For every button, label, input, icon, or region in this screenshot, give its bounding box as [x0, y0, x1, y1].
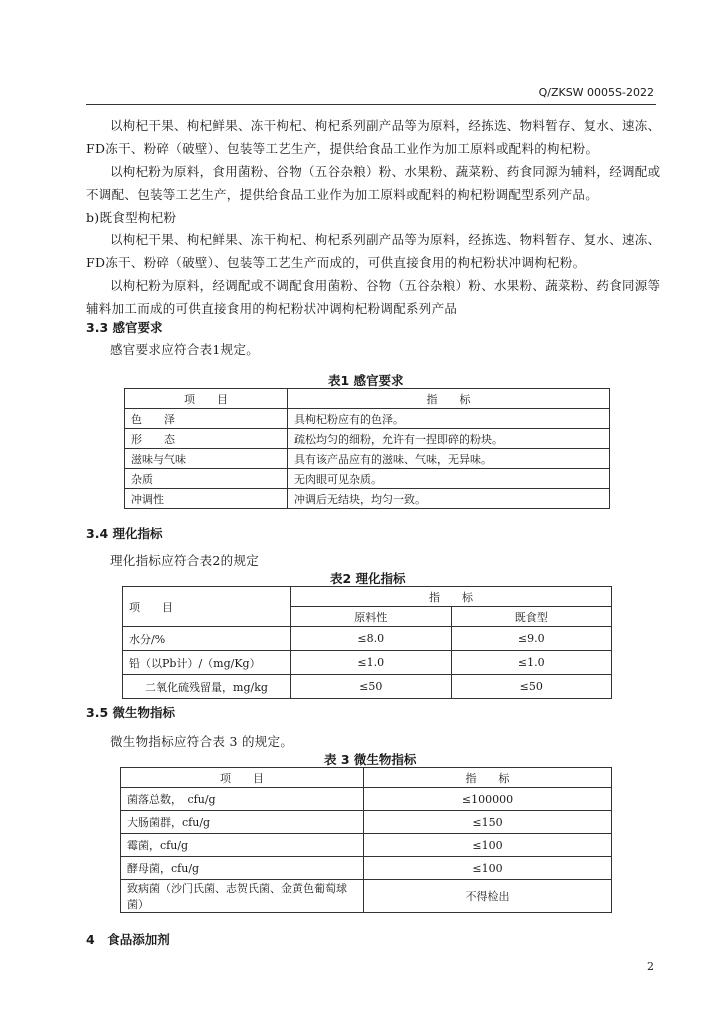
- table-row: [121, 811, 612, 834]
- table-header: 项 目: [125, 389, 288, 409]
- table-cell: 致病菌（沙门氏菌、志贺氏菌、金黄色葡萄球菌）: [121, 880, 364, 913]
- table-header: 指 标: [291, 587, 612, 607]
- table-row: [125, 409, 610, 429]
- paragraph-line: FD冻干、粉碎（破壁）、包装等工艺生产而成的，可供直接食用的枸杞粉状冲调枸杞粉。: [86, 255, 586, 270]
- table-cell: 冲调后无结块，均匀一致。: [288, 489, 610, 509]
- section-heading-3-4: 3.4 理化指标: [86, 526, 163, 541]
- table-cell: 疏松均匀的细粉，允许有一捏即碎的粉块。: [288, 429, 610, 449]
- subsection-label: b)既食型枸杞粉: [86, 210, 177, 225]
- section-text: 感官要求应符合表1规定。: [110, 342, 260, 357]
- table-cell: ≤100: [364, 834, 612, 857]
- table-row: [121, 788, 612, 811]
- section-text: 微生物指标应符合表 3 的规定。: [110, 734, 294, 749]
- table-header: 项 目: [121, 768, 364, 788]
- table-cell: 铅（以Pb计）/（mg/Kg）: [123, 651, 291, 675]
- section-heading-3-5: 3.5 微生物指标: [86, 705, 175, 720]
- table-row: [125, 489, 610, 509]
- paragraph-line: FD冻干、粉碎（破壁）、包装等工艺生产，提供给食品工业作为加工原料或配料的枸杞粉。: [86, 141, 599, 156]
- header-rule: [86, 104, 656, 105]
- paragraph-line: 以枸杞干果、枸杞鲜果、冻干枸杞、枸杞系列副产品等为原料，经拣选、物料暂存、复水、速冻、: [110, 232, 661, 247]
- microbiological-table: [120, 767, 612, 913]
- table-row: [125, 429, 610, 449]
- table-cell: 形 态: [125, 429, 288, 449]
- table-row: [121, 834, 612, 857]
- table-row: [121, 857, 612, 880]
- table-subheader: 原料性: [291, 607, 452, 627]
- table-cell: 二氧化硫残留量，mg/kg: [123, 675, 291, 699]
- table-cell: 不得检出: [364, 880, 612, 913]
- table-cell: ≤150: [364, 811, 612, 834]
- section-heading-4: 4 食品添加剂: [86, 932, 170, 947]
- table-cell: 酵母菌，cfu/g: [121, 857, 364, 880]
- table-cell: 杂质: [125, 469, 288, 489]
- table-cell: ≤8.0: [291, 627, 452, 651]
- table-row: [125, 449, 610, 469]
- sensory-table: [124, 388, 610, 509]
- paragraph-line: 辅料加工而成的可供直接食用的枸杞粉状冲调枸杞粉调配系列产品: [86, 301, 458, 316]
- page-number: 2: [647, 960, 654, 973]
- table-cell: 霉菌，cfu/g: [121, 834, 364, 857]
- table2-caption: 表2 理化指标: [330, 571, 406, 586]
- table-cell: ≤50: [291, 675, 452, 699]
- table3-caption: 表 3 微生物指标: [324, 752, 417, 767]
- section-text: 理化指标应符合表2的规定: [110, 553, 260, 568]
- table-header: 指 标: [288, 389, 610, 409]
- paragraph-line: 不调配、包装等工艺生产，提供给食品工业作为加工原料或配料的枸杞粉调配型系列产品。: [86, 187, 599, 202]
- table-cell: 具枸杞粉应有的色泽。: [288, 409, 610, 429]
- paragraph-line: 以枸杞干果、枸杞鲜果、冻干枸杞、枸杞系列副产品等为原料，经拣选、物料暂存、复水、速冻、: [110, 118, 661, 133]
- table-subheader: 既食型: [451, 607, 612, 627]
- document-code: Q/ZKSW 0005S-2022: [538, 86, 654, 99]
- table-row: [125, 469, 610, 489]
- table-cell: 无肉眼可见杂质。: [288, 469, 610, 489]
- table-cell: ≤9.0: [451, 627, 612, 651]
- table-cell: 大肠菌群，cfu/g: [121, 811, 364, 834]
- table-cell: 滋味与气味: [125, 449, 288, 469]
- table-cell: 菌落总数， cfu/g: [121, 788, 364, 811]
- table-row: [123, 627, 612, 651]
- table-cell: ≤1.0: [451, 651, 612, 675]
- table-row: [123, 675, 612, 699]
- table-cell: 具有该产品应有的滋味、气味，无异味。: [288, 449, 610, 469]
- paragraph-line: 以枸杞粉为原料，经调配或不调配食用菌粉、谷物（五谷杂粮）粉、水果粉、蔬菜粉、药食同源等: [110, 278, 661, 293]
- table1-caption: 表1 感官要求: [328, 373, 404, 388]
- physicochemical-table: [122, 586, 612, 699]
- table-cell: 水分/%: [123, 627, 291, 651]
- table-cell: ≤50: [451, 675, 612, 699]
- table-row: [123, 651, 612, 675]
- table-header: 指 标: [364, 768, 612, 788]
- section-heading-3-3: 3.3 感官要求: [86, 320, 163, 335]
- table-cell: ≤1.0: [291, 651, 452, 675]
- table-cell: ≤100000: [364, 788, 612, 811]
- table-header: 项 目: [123, 587, 291, 627]
- table-cell: ≤100: [364, 857, 612, 880]
- table-cell: 色 泽: [125, 409, 288, 429]
- table-cell: 冲调性: [125, 489, 288, 509]
- table-row: [121, 880, 612, 913]
- paragraph-line: 以枸杞粉为原料，食用菌粉、谷物（五谷杂粮）粉、水果粉、蔬菜粉、药食同源为辅料，经调配或: [110, 164, 661, 179]
